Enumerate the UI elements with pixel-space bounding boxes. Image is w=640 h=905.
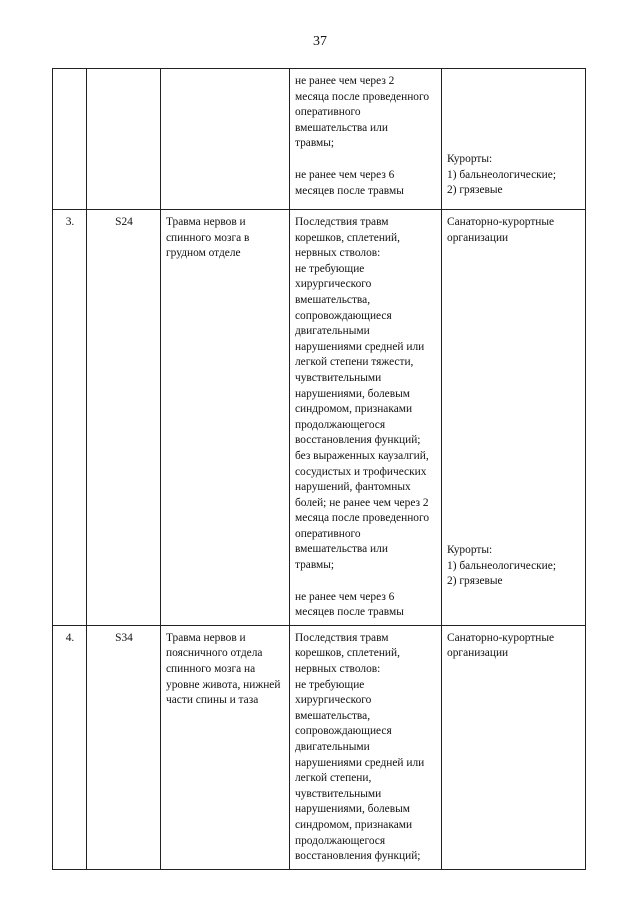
icd-code: [87, 69, 161, 210]
row-number: [53, 69, 87, 210]
resorts-text: [447, 74, 581, 152]
icd-code: S34: [87, 625, 161, 869]
indications-text-secondary: не ранее чем через 6 месяцев после травмы: [295, 168, 404, 197]
resorts-text: Санаторно-курортные организации: [447, 216, 555, 244]
indications-text: Последствия травм корешков, сплетений, нервных стволов: не требующие хирургического вмешательства, сопровождающиеся двигательными нарушениями средней или легкой степени тяжести, чувствительными нарушениями, болевым синдромом, признаками продолжающегося восстановления функций; без выраженных каузалгий, сосудистых и трофических нарушений, фантомных болей; не ранее чем через 2 месяца после проведенного оперативного вмешательства или травмы;: [295, 216, 430, 572]
diagnosis-cell: Травма нервов и спинного мозга в грудном отделе: [161, 210, 290, 626]
diagnosis-cell: [161, 69, 290, 210]
table-row: [53, 69, 586, 210]
icd-code: S24: [87, 210, 161, 626]
indications-cell: [290, 625, 442, 869]
indications-cell: [290, 69, 442, 210]
page-number: 37: [313, 34, 327, 49]
resorts-cell: [442, 625, 586, 869]
indications-text-secondary: не ранее чем через 6 месяцев после травмы: [295, 590, 404, 619]
diagnosis-cell: Травма нервов и поясничного отдела спинного мозга на уровне живота, нижней части спины и таза: [161, 625, 290, 869]
resorts-cell: [442, 69, 586, 210]
table-row: [53, 625, 586, 869]
indications-text: не ранее чем через 2 месяца после проведенного оперативного вмешательства или травмы;: [295, 75, 430, 150]
table-row: [53, 210, 586, 626]
indications-cell: [290, 210, 442, 626]
resort-indications-table: [52, 68, 586, 870]
resorts-cell: [442, 210, 586, 626]
resorts-text: Санаторно-курортные организации: [447, 631, 555, 660]
row-number: 3.: [53, 210, 87, 626]
indications-text: Последствия травм корешков, сплетений, нервных стволов: не требующие хирургического вмешательства, сопровождающиеся двигательными нарушениями средней или легкой степени, чувствительными нарушениями, болевым синдромом, признаками продолжающегося восстановления функций;: [295, 631, 425, 863]
row-number: 4.: [53, 625, 87, 869]
resorts-text-secondary: Курорты: 1) бальнеологические; 2) грязевые: [447, 153, 556, 197]
resorts-text-secondary: Курорты: 1) бальнеологические; 2) грязевые: [447, 544, 556, 588]
